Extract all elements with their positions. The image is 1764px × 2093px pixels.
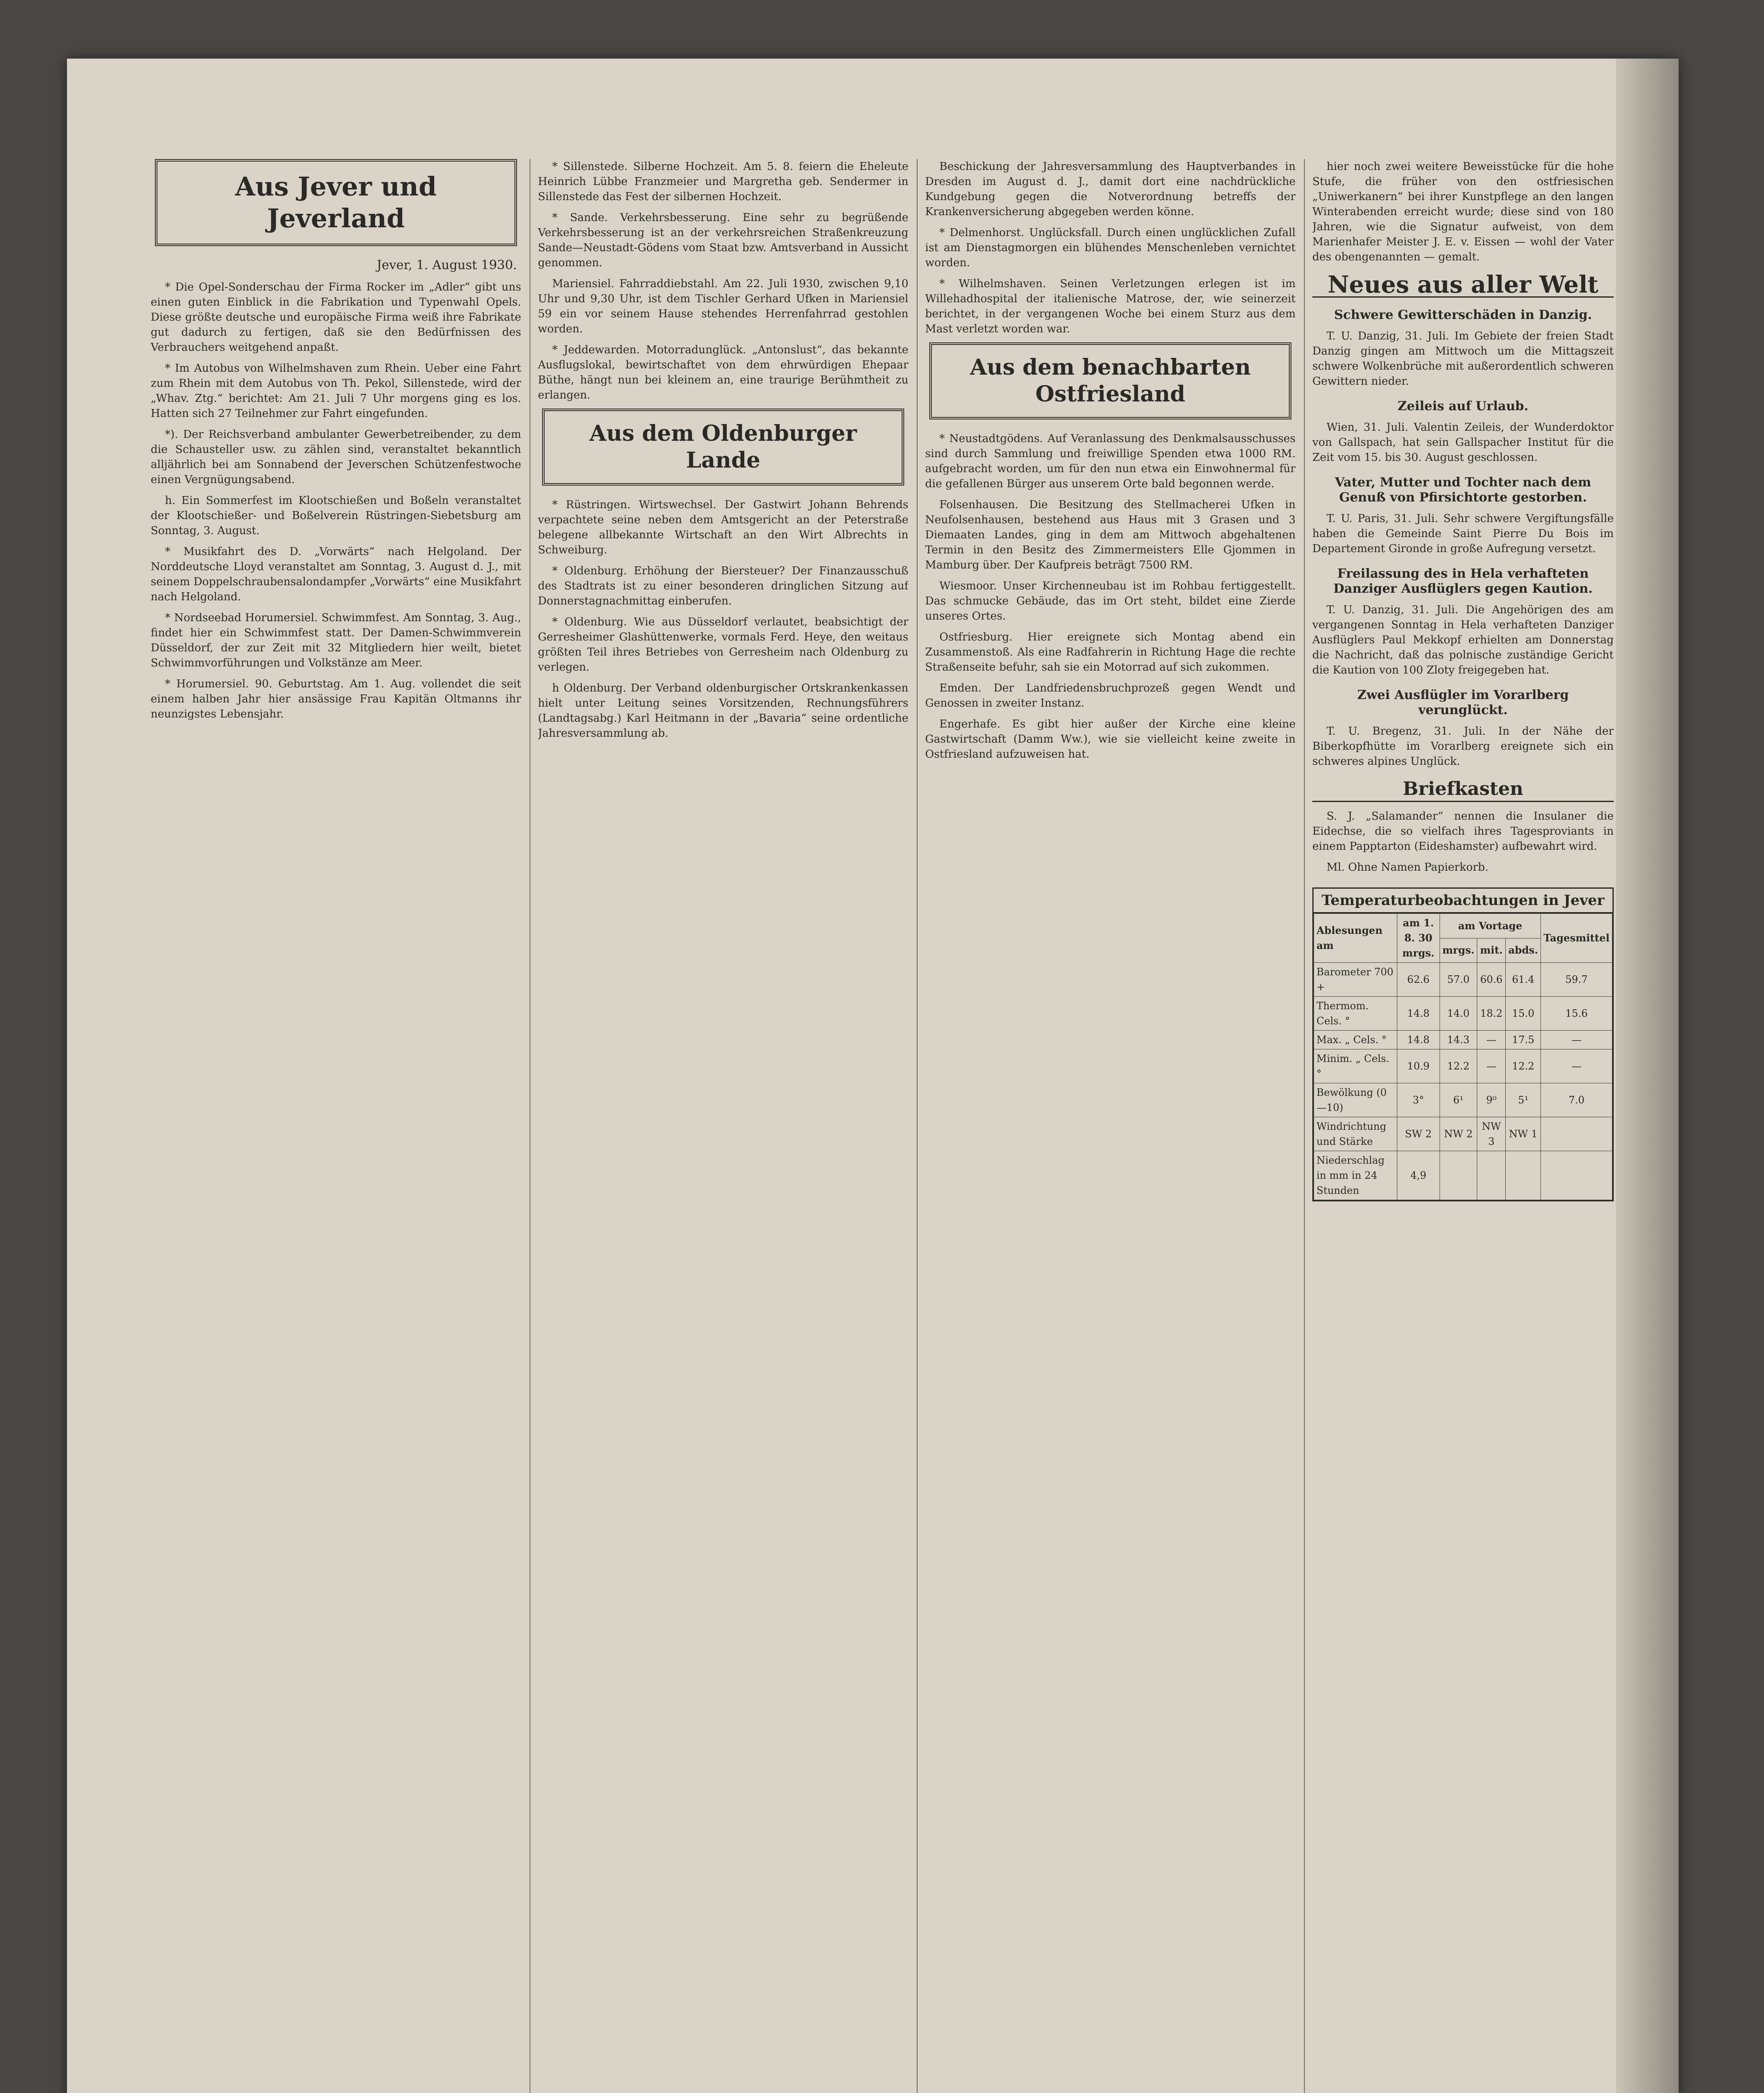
article: *). Der Reichsverband ambulanter Gewerbetreibender, zu dem die Schausteller usw. zu zählen sind, veranstaltet bekanntlich alljährlich bei am Sonnabend der Jeverschen Schützenfestwoche einen Vergnügungsabend. bbox=[151, 428, 521, 486]
table-cell: 62.6 bbox=[1397, 963, 1440, 997]
article: Beschickung der Jahresversammlung des Hauptverbandes in Dresden im August d. J., damit dort eine nachdrückliche Kundgebung gegen die Notverordnung betreffs der Krankenversicherung abgegeben werden könne. bbox=[925, 160, 1296, 218]
table-cell: 59.7 bbox=[1541, 963, 1612, 997]
table-cell: 14.0 bbox=[1440, 997, 1477, 1031]
news-headline: Vater, Mutter und Tochter nach dem Genuß von Pfirsichtorte gestorben. bbox=[1335, 475, 1592, 505]
masthead-title: Aus Jever und Jeverland bbox=[155, 159, 517, 246]
table-row bbox=[1314, 997, 1612, 1031]
table-cell: 9⁰ bbox=[1477, 1083, 1506, 1117]
article: h. Ein Sommerfest im Klootschießen und Boßeln veranstaltet der Klootschießer- und Boßelverein Rüstringen-Siebetsburg am Sonntag, 3. August. bbox=[151, 494, 521, 537]
article: Ostfriesburg. Hier ereignete sich Montag abend ein Zusammenstoß. Als eine Radfahrerin in Richtung Hage die rechte Straßenseite befuhr, sah sie ein Motorrad auf sich zukommen. bbox=[925, 631, 1296, 674]
article: T. U. Danzig, 31. Juli. Im Gebiete der freien Stadt Danzig gingen am Mittwoch um die Mittagszeit schwere Wolkenbrüche mit außerordentlich schweren Gewittern nieder. bbox=[1312, 330, 1614, 388]
article: Engerhafe. Es gibt hier außer der Kirche eine kleine Gastwirtschaft (Damm Ww.), wie sie vielleicht keine zweite in Ostfriesland aufzuweisen hat. bbox=[925, 718, 1296, 761]
column-1 bbox=[151, 159, 521, 2093]
letter-entry: Ml. Ohne Namen Papierkorb. bbox=[1327, 861, 1489, 874]
newspaper-page bbox=[67, 59, 1679, 2093]
table-cell: — bbox=[1541, 1049, 1612, 1083]
table-cell: 17.5 bbox=[1506, 1031, 1541, 1049]
temperature-table-box bbox=[1312, 887, 1614, 1201]
table-cell: Windrichtung und Stärke bbox=[1314, 1117, 1397, 1151]
dateline: Jever, 1. August 1930. bbox=[376, 258, 517, 273]
table-row bbox=[1314, 1031, 1612, 1049]
news-headline: Zeileis auf Urlaub. bbox=[1397, 399, 1529, 414]
table-header: am Vortage bbox=[1440, 914, 1541, 939]
article: Folsenhausen. Die Besitzung des Stellmacherei Ufken in Neufolsenhausen, bestehend aus Haus mit 3 Grasen und 3 Diemaaten Landes, ging in dem am Mittwoch abgehaltenen Termin in den Besitz des Zimmermeisters Elle Gjommen in Mamburg über. Der Kaufpreis beträgt 7500 RM. bbox=[925, 499, 1296, 571]
article: * Wilhelmshaven. Seinen Verletzungen erlegen ist im Willehadhospital der italienische Matrose, der, wie seinerzeit berichtet, in der vergangenen Woche bei einem Sturz aus dem Mast verletzt worden war. bbox=[925, 278, 1296, 335]
table-header: mrgs. bbox=[1440, 938, 1477, 963]
table-row bbox=[1314, 1117, 1612, 1151]
table-cell: 15.6 bbox=[1541, 997, 1612, 1031]
briefkasten-heading: Briefkasten bbox=[1312, 782, 1614, 802]
table-cell: SW 2 bbox=[1397, 1117, 1440, 1151]
column-rule bbox=[1304, 159, 1305, 2093]
article: hier noch zwei weitere Beweisstücke für die hohe Stufe, die früher von den ostfriesischen „Uniwerkanern“ bei ihrer Kunstpflege an den langen Winterabenden erreicht wurde; diese sind von 180 Jahren, wie die Signatur aufweist, von dem Marienhafer Meister J. E. v. Eissen — wohl der Vater des obengenannten — gemalt. bbox=[1312, 160, 1614, 263]
table-cell: 14.8 bbox=[1397, 997, 1440, 1031]
column-rule bbox=[917, 159, 918, 2093]
section-heading-oldenburg: Aus dem Oldenburger Lande bbox=[542, 409, 904, 486]
column-3 bbox=[925, 159, 1296, 2093]
table-cell: — bbox=[1541, 1031, 1612, 1049]
table-cell: Barometer 700 + bbox=[1314, 963, 1397, 997]
table-row bbox=[1314, 1083, 1612, 1117]
letter-entry: S. J. „Salamander“ nennen die Insulaner die Eidechse, die so vielfach ihres Tagesproviants in einem Papptarton (Eideshamster) aufbewahrt wird. bbox=[1312, 810, 1614, 853]
news-headline: Schwere Gewitterschäden in Danzig. bbox=[1334, 308, 1592, 322]
article: Mariensiel. Fahrraddiebstahl. Am 22. Juli 1930, zwischen 9,10 Uhr und 9,30 Uhr, ist dem Tischler Gerhard Ufken in Mariensiel 59 ein vor seinem Hause stehendes Herrenfahrrad gestohlen worden. bbox=[538, 278, 908, 335]
book-spine bbox=[1616, 59, 1679, 2093]
table-cell: 18.2 bbox=[1477, 997, 1506, 1031]
section-heading-ostfriesland: Aus dem benachbarten Ostfriesland bbox=[929, 342, 1291, 419]
table-header: am 1. 8. 30 mrgs. bbox=[1397, 914, 1440, 963]
table-row bbox=[1314, 1151, 1612, 1200]
table-cell: 3° bbox=[1397, 1083, 1440, 1117]
table-cell: 60.6 bbox=[1477, 963, 1506, 997]
table-header: abds. bbox=[1506, 938, 1541, 963]
table-cell: 12.2 bbox=[1506, 1049, 1541, 1083]
article: * Neustadtgödens. Auf Veranlassung des Denkmalsausschusses sind durch Sammlung und freiwillige Spenden etwa 1000 RM. aufgebracht worden, um für den nun etwa ein Einwohnermal für die gefallenen Bürger aus unserem Orte bald begonnen werde. bbox=[925, 432, 1296, 490]
table-cell: — bbox=[1477, 1049, 1506, 1083]
table-cell: 7.0 bbox=[1541, 1083, 1612, 1117]
table-cell: NW 1 bbox=[1506, 1117, 1541, 1151]
article: * Horumersiel. 90. Geburtstag. Am 1. Aug. vollendet die seit einem halben Jahr hier ansässige Frau Kapitän Oltmanns ihr neunzigstes Lebensjahr. bbox=[151, 678, 521, 720]
temperature-table bbox=[1314, 913, 1612, 1200]
article: Wien, 31. Juli. Valentin Zeileis, der Wunderdoktor von Gallspach, hat sein Gallspacher Institut für die Zeit vom 15. bis 30. August geschlossen. bbox=[1312, 421, 1614, 464]
temperature-table-title: Temperaturbeobachtungen in Jever bbox=[1314, 889, 1612, 913]
table-cell bbox=[1541, 1151, 1612, 1200]
table-cell: 12.2 bbox=[1440, 1049, 1477, 1083]
article: * Delmenhorst. Unglücksfall. Durch einen unglücklichen Zufall ist am Dienstagmorgen ein blühendes Menschenleben vernichtet worden. bbox=[925, 226, 1296, 269]
article: Emden. Der Landfriedensbruchprozeß gegen Wendt und Genossen in zweiter Instanz. bbox=[925, 682, 1296, 710]
table-header: Ablesungen am bbox=[1314, 914, 1397, 963]
article: * Im Autobus von Wilhelmshaven zum Rhein. Ueber eine Fahrt zum Rhein mit dem Autobus von Th. Pekol, Sillenstede, wird der „Whav. Ztg.“ berichtet: Am 21. Juli 7 Uhr morgens ging es los. Hatten sich 27 Teilnehmer zur Fahrt eingefunden. bbox=[151, 362, 521, 420]
table-cell bbox=[1506, 1151, 1541, 1200]
table-cell: NW 2 bbox=[1440, 1117, 1477, 1151]
table-cell: Niederschlag in mm in 24 Stunden bbox=[1314, 1151, 1397, 1200]
article: T. U. Danzig, 31. Juli. Die Angehörigen des am vergangenen Sonntag in Hela verhafteten Danziger Ausflüglers Paul Mekkopf erhielten am Donnerstag die Nachricht, daß das polnische zuständige Gericht die Kaution von 100 Zloty freigegeben hat. bbox=[1312, 604, 1614, 676]
table-header: mit. bbox=[1477, 938, 1506, 963]
table-row bbox=[1314, 1049, 1612, 1083]
article: * Rüstringen. Wirtswechsel. Der Gastwirt Johann Behrends verpachtete seine neben dem Amtsgericht an der Peterstraße belegene allbekannte Wirtschaft an den Wirt Albrechts in Schweiburg. bbox=[538, 499, 908, 556]
table-cell bbox=[1477, 1151, 1506, 1200]
table-cell: 15.0 bbox=[1506, 997, 1541, 1031]
table-cell: 5¹ bbox=[1506, 1083, 1541, 1117]
article: * Oldenburg. Wie aus Düsseldorf verlautet, beabsichtigt der Gerresheimer Glashüttenwerke, vormals Ferd. Heye, den weitaus größten Teil ihres Betriebes von Gerresheim nach Oldenburg zu verlegen. bbox=[538, 616, 908, 674]
article: * Sande. Verkehrsbesserung. Eine sehr zu begrüßende Verkehrsbesserung ist an der verkehrsreichen Straßenkreuzung Sande—Neustadt-Gödens vom Staat bzw. Amtsverband in Aussicht genommen. bbox=[538, 211, 908, 269]
article: T. U. Paris, 31. Juli. Sehr schwere Vergiftungsfälle haben die Gemeinde Saint Pierre Du Bois im Departement Gironde in große Aufregung versetzt. bbox=[1312, 512, 1614, 555]
table-row bbox=[1314, 963, 1612, 997]
article: * Die Opel-Sonderschau der Firma Rocker im „Adler“ gibt uns einen guten Einblick in die Fabrikation und Typenwahl Opels. Diese größte deutsche und europäische Firma weiß ihre Fabrikate gut dadurch zu fertigen, daß sie den Bedürfnissen des Verbrauchers weitgehend anpaßt. bbox=[151, 281, 521, 354]
table-cell: — bbox=[1477, 1031, 1506, 1049]
table-cell: 4,9 bbox=[1397, 1151, 1440, 1200]
table-cell: NW 3 bbox=[1477, 1117, 1506, 1151]
table-cell bbox=[1440, 1151, 1477, 1200]
article: * Nordseebad Horumersiel. Schwimmfest. Am Sonntag, 3. Aug., findet hier ein Schwimmfest statt. Der Damen-Schwimmverein Düsseldorf, der zur Zeit mit 32 Mitgliedern hier weilt, bietet Schwimmvorführungen und Volkstänze am Meer. bbox=[151, 612, 521, 669]
article: * Jeddewarden. Motorradunglück. „Antonslust“, das bekannte Ausflugslokal, bewirtschaftet von dem ehrwürdigen Ehepaar Büthe, hängt nun bei kleinem an, eine traurige Berühmtheit zu erlangen. bbox=[538, 344, 908, 401]
article: * Oldenburg. Erhöhung der Biersteuer? Der Finanzausschuß des Stadtrats ist zu einer besonderen dringlichen Sitzung auf Donnerstagnachmittag einberufen. bbox=[538, 565, 908, 607]
article: T. U. Bregenz, 31. Juli. In der Nähe der Biberkopfhütte im Vorarlberg ereignete sich ein schweres alpines Unglück. bbox=[1312, 725, 1614, 768]
table-cell: Max. „ Cels. ° bbox=[1314, 1031, 1397, 1049]
news-headline: Freilassung des in Hela verhafteten Danziger Ausflüglers gegen Kaution. bbox=[1333, 566, 1593, 596]
article: h Oldenburg. Der Verband oldenburgischer Ortskrankenkassen hielt unter Leitung seines Vorsitzenden, Rechnungsführers (Landtagsabg.) Karl Heitmann in der „Bavaria“ seine ordentliche Jahresversammlung ab. bbox=[538, 682, 908, 740]
table-cell: 6¹ bbox=[1440, 1083, 1477, 1117]
article: Wiesmoor. Unser Kirchenneubau ist im Rohbau fertiggestellt. Das schmucke Gebäude, das im Ort steht, bildet eine Zierde unseres Ortes. bbox=[925, 580, 1296, 622]
article: * Musikfahrt des D. „Vorwärts“ nach Helgoland. Der Norddeutsche Lloyd veranstaltet am Sonntag, 3. August d. J., mit seinem Doppelschraubensalondampfer „Vorwärts“ eine Musikfahrt nach Helgoland. bbox=[151, 545, 521, 603]
table-cell: Thermom. Cels. ° bbox=[1314, 997, 1397, 1031]
section-heading-world: Neues aus aller Welt bbox=[1312, 277, 1614, 298]
news-headline: Zwei Ausflügler im Vorarlberg verunglückt. bbox=[1357, 688, 1569, 717]
table-cell: 14.8 bbox=[1397, 1031, 1440, 1049]
table-cell bbox=[1541, 1117, 1612, 1151]
table-cell: Minim. „ Cels. ° bbox=[1314, 1049, 1397, 1083]
table-cell: 57.0 bbox=[1440, 963, 1477, 997]
table-cell: 14.3 bbox=[1440, 1031, 1477, 1049]
article: * Sillenstede. Silberne Hochzeit. Am 5. 8. feiern die Eheleute Heinrich Lübbe Franzmeier und Margretha geb. Sendermer in Sillenstede das Fest der silbernen Hochzeit. bbox=[538, 160, 908, 203]
column-2 bbox=[538, 159, 908, 2093]
table-cell: 10.9 bbox=[1397, 1049, 1440, 1083]
column-4 bbox=[1312, 159, 1614, 2093]
table-cell: Bewölkung (0—10) bbox=[1314, 1083, 1397, 1117]
table-header: Tagesmittel bbox=[1541, 914, 1612, 963]
table-cell: 61.4 bbox=[1506, 963, 1541, 997]
